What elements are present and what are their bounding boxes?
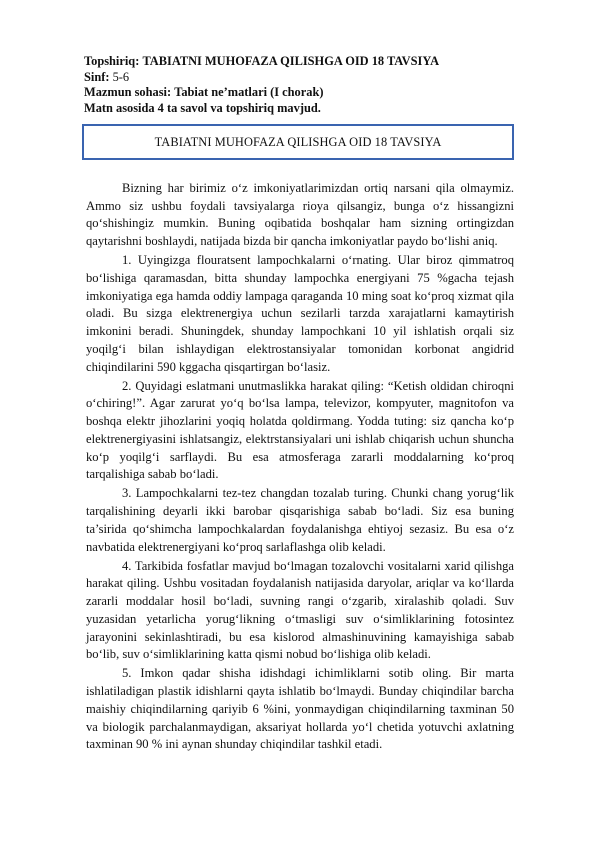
task-line: [84, 54, 524, 70]
assignment-header: [84, 54, 524, 116]
tip-paragraph-5: 5. Imkon qadar shisha idishdagi ichimliklarni sotib oling. Bir marta ishlatiladigan plastik idishlarni qayta ishlatib bo‘lmaydi. Bunday chiqindilar barcha maishiy chiqindilarning qariyib 6 %ini, yonmaydigan chiqindilarning taxminan 50 va biologik parchalanmaydigan, aksariyat hollarda yo‘l chetida yotuvchi axlatning taxminan 90 % ini aynan shunday chiqindilar tashkil etadi.: [86, 666, 514, 752]
document-body: [86, 180, 514, 756]
tip-paragraph-1: 1. Uyingizga flouratsent lampochkalarni o‘rnating. Ular biroz qimmatroq bo‘lishiga qaramasdan, bitta shunday lampochka energiyani 75 %gacha tejash imkoniyatiga ega hamda oddiy lampaga qaraganda 10 ming soat ko‘proq xizmat qila oladi. Bu sizga elektrenergiya uchun sezilarli tarzda xarajatlarni kamaytirish imkonini beradi. Shuningdek, shunday lampochkani 10 yil ishlatish orqali siz yoqilg‘i bilan ishlaydigan elektrostansiyalar tomonidan korbonat angidrid chiqindilarini 590 kggacha qisqartirgan bo‘lasiz.: [86, 253, 514, 374]
grade-value: 5-6: [112, 69, 130, 84]
tip-paragraph-3: 3. Lampochkalarni tez-tez changdan tozalab turing. Chunki chang yorug‘lik tarqalishining deyarli ikki barobar qisqarishiga sabab bo‘ladi. Siz esa buning ta’sirida qo‘shimcha lampochkalardan foydalanishga ehtiyoj sezasiz. Bu esa o‘z navbatida elektrenergiyani ko‘proq sarlaflashga olib keladi.: [86, 486, 514, 554]
content-area-line: [84, 85, 524, 101]
document-title-box: [82, 124, 514, 160]
task-note: Matn asosida 4 ta savol va topshiriq mavjud.: [84, 100, 321, 115]
task-label: Topshiriq:: [84, 54, 140, 68]
grade-label: Sinf:: [84, 69, 110, 84]
task-value: TABIATNI MUHOFAZA QILISHGA OID 18 TAVSIYA: [142, 54, 440, 68]
document-title: TABIATNI MUHOFAZA QILISHGA OID 18 TAVSIYA: [154, 134, 442, 149]
tip-paragraph-2: 2. Quyidagi eslatmani unutmaslikka harakat qiling: “Ketish oldidan chiroqni o‘chiring!”. Agar zarurat yo‘q bo‘lsa lampa, televizor, kompyuter, magnitofon va boshqa elektr jihozlarini yoqiq holatda qoldirmang. Yodda tuting: siz qancha ko‘p elektrenergiyasini ishlatsangiz, elektrstansiyalari uni ishlab chiqarish uchun shuncha ko‘p yoqilg‘i sarflaydi. Bu esa atmosferaga zararli moddalarning ko‘proq tarqalishiga sabab bo‘ladi.: [86, 378, 514, 482]
grade-line: [84, 70, 524, 86]
intro-paragraph: Bizning har birimiz o‘z imkoniyatlarimizdan ortiq narsani qila olmaymiz. Ammo siz ushbu foydali tavsiyalarga rioya qilsangiz, bunga o‘z hissangizni qo‘shishingiz mumkin. Buning oqibatida boshqalar ham sizning ortingizdan qaytarishni boshlaydi, natijada bizda bir qancha imkoniyatlar paydo bo‘lishi aniq.: [86, 181, 514, 249]
content-area-value: Tabiat ne’matlari (I chorak): [174, 85, 324, 99]
content-area-label: Mazmun sohasi:: [84, 85, 172, 99]
tip-paragraph-4: 4. Tarkibida fosfatlar mavjud bo‘lmagan tozalovchi vositalarni xarid qilishga harakat qiling. Ushbu vositadan foydalanish natijasida daryolar, ariqlar va ko‘llarda zararli moddalar hosil bo‘ladi, suvning rangi o‘zgarib, xiralashib qoladi. Suv yuzasidan yetarlicha yorug‘likning o‘tmasligi suv o‘simliklarining fotosintez jarayonini sekinlashtiradi, bu esa kislorod almashinuvining kamayishiga sabab bo‘lib, suv o‘simliklarining katta qismi nobud bo‘lishiga olib keladi.: [86, 558, 514, 662]
